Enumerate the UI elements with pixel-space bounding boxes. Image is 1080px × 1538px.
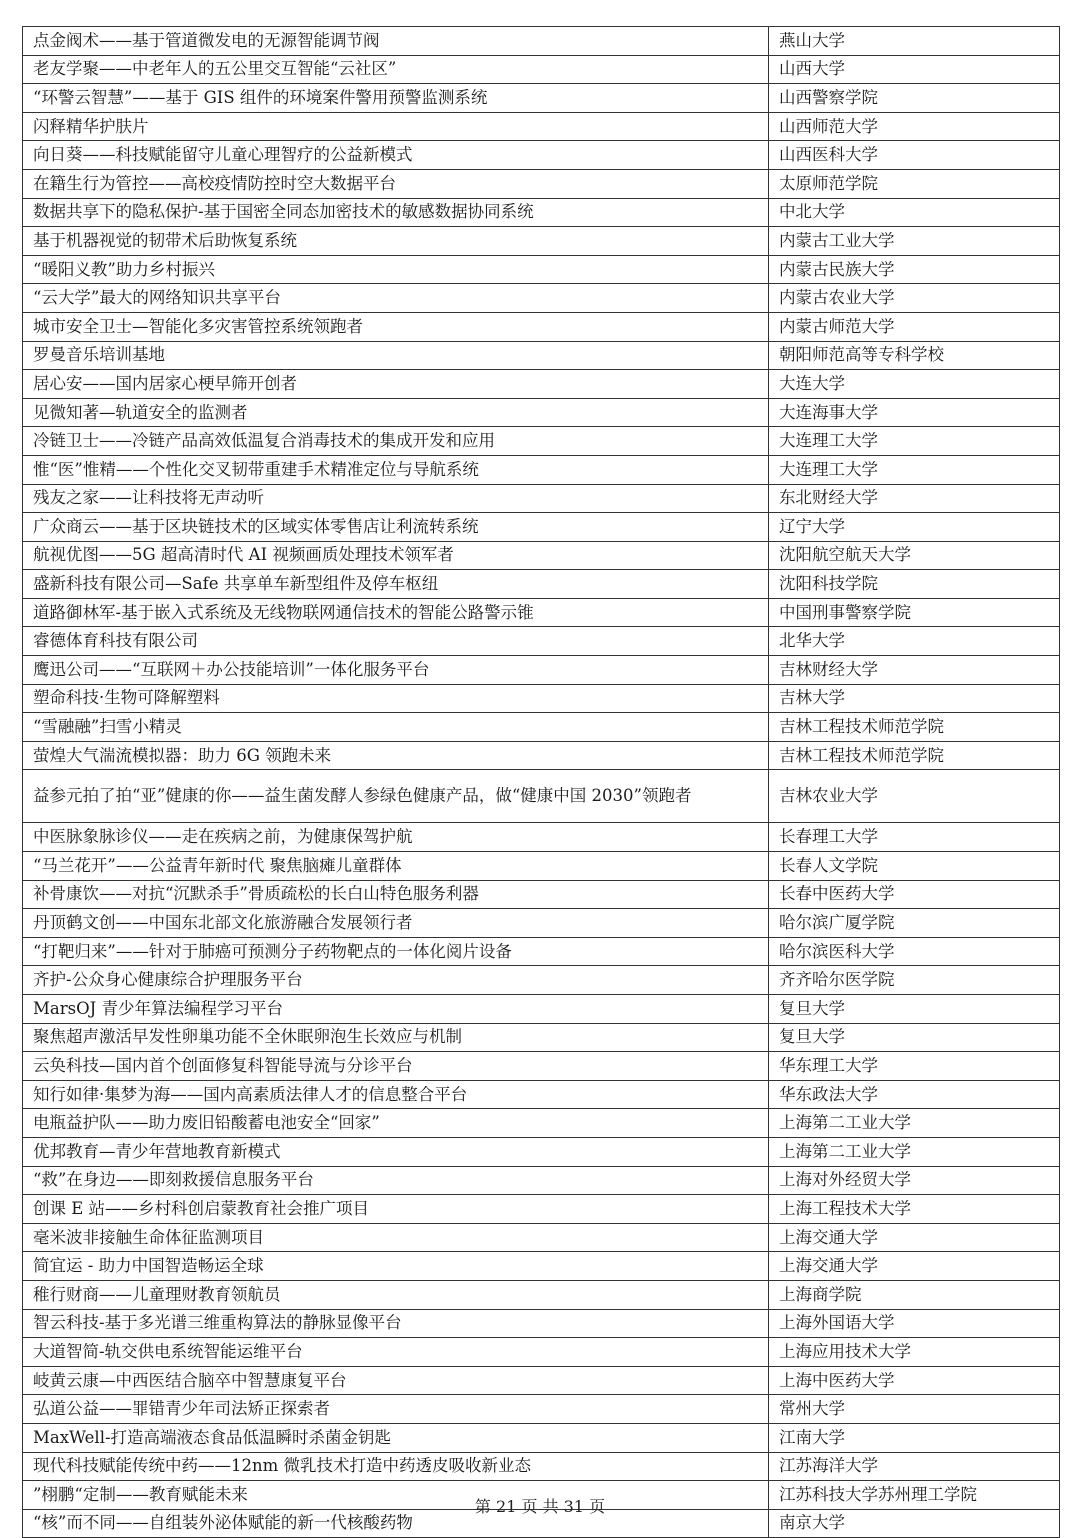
table-row [23,1137,1060,1166]
project-name-cell: 广众商云——基于区块链技术的区域实体零售店让利流转系统 [23,513,769,542]
university-cell: 长春理工大学 [769,823,1060,852]
university-cell: 上海对外经贸大学 [769,1166,1060,1195]
table-row [23,713,1060,742]
university-cell: 沈阳航空航天大学 [769,541,1060,570]
university-cell: 哈尔滨医科大学 [769,937,1060,966]
table-row [23,656,1060,685]
table-row [23,484,1060,513]
university-cell: 上海应用技术大学 [769,1338,1060,1367]
university-cell: 江南大学 [769,1423,1060,1452]
project-name-cell: 罗曼音乐培训基地 [23,341,769,370]
university-cell: 吉林大学 [769,684,1060,713]
university-cell: 山西师范大学 [769,112,1060,141]
project-name-cell: 睿德体育科技有限公司 [23,627,769,656]
project-name-cell: 大道智简-轨交供电系统智能运维平台 [23,1338,769,1367]
document-page [22,26,1059,1538]
table-row [23,541,1060,570]
table-row [23,1395,1060,1424]
project-name-cell: “暖阳义教”助力乡村振兴 [23,255,769,284]
table-row [23,455,1060,484]
project-name-cell: 现代科技赋能传统中药——12nm 微乳技术打造中药透皮吸收新业态 [23,1452,769,1481]
project-name-cell: 齐护-公众身心健康综合护理服务平台 [23,966,769,995]
table-row [23,627,1060,656]
project-name-cell: 塑命科技·生物可降解塑料 [23,684,769,713]
project-name-cell: 残友之家——让科技将无声动听 [23,484,769,513]
table-row [23,852,1060,881]
table-row [23,1452,1060,1481]
project-name-cell: 老友学聚——中老年人的五公里交互智能“云社区” [23,55,769,84]
university-cell: 太原师范学院 [769,169,1060,198]
project-name-cell: MarsOJ 青少年算法编程学习平台 [23,995,769,1024]
project-name-cell: 闪释精华护肤片 [23,112,769,141]
table-row [23,84,1060,113]
university-cell: 江苏科技大学苏州理工学院 [769,1481,1060,1510]
university-cell: 齐齐哈尔医学院 [769,966,1060,995]
table-row [23,1109,1060,1138]
table-row [23,1166,1060,1195]
project-name-cell: 在籍生行为管控——高校疫情防控时空大数据平台 [23,169,769,198]
university-cell: 大连海事大学 [769,398,1060,427]
table-row [23,169,1060,198]
table-body [23,27,1060,1538]
university-cell: 北华大学 [769,627,1060,656]
table-row [23,198,1060,227]
table-row [23,1366,1060,1395]
project-name-cell: “环警云智慧”——基于 GIS 组件的环境案件警用预警监测系统 [23,84,769,113]
project-name-cell: 岐黄云康—中西医结合脑卒中智慧康复平台 [23,1366,769,1395]
table-row [23,1423,1060,1452]
table-row [23,995,1060,1024]
table-row [23,255,1060,284]
project-name-cell: 数据共享下的隐私保护-基于国密全同态加密技术的敏感数据协同系统 [23,198,769,227]
table-row [23,1080,1060,1109]
university-cell: 内蒙古农业大学 [769,284,1060,313]
university-cell: 长春人文学院 [769,852,1060,881]
project-name-cell: “雪融融”扫雪小精灵 [23,713,769,742]
project-name-cell: 聚焦超声激活早发性卵巢功能不全休眠卵泡生长效应与机制 [23,1023,769,1052]
project-name-cell: 丹顶鹤文创——中国东北部文化旅游融合发展领行者 [23,909,769,938]
university-cell: 华东政法大学 [769,1080,1060,1109]
table-row [23,598,1060,627]
project-name-cell: “云大学”最大的网络知识共享平台 [23,284,769,313]
university-cell: 沈阳科技学院 [769,570,1060,599]
table-row [23,966,1060,995]
university-cell: 山西大学 [769,55,1060,84]
university-cell: 吉林财经大学 [769,656,1060,685]
table-row [23,427,1060,456]
table-row [23,770,1060,823]
university-cell: 复旦大学 [769,995,1060,1024]
table-row [23,741,1060,770]
project-name-cell: 居心安——国内居家心梗早筛开创者 [23,370,769,399]
project-name-cell: 云奂科技—国内首个创面修复科智能导流与分诊平台 [23,1052,769,1081]
university-cell: 吉林农业大学 [769,770,1060,823]
project-name-cell: 中医脉象脉诊仪——走在疾病之前，为健康保驾护航 [23,823,769,852]
university-cell: 燕山大学 [769,27,1060,56]
university-cell: 内蒙古民族大学 [769,255,1060,284]
table-row [23,1252,1060,1281]
university-cell: 上海外国语大学 [769,1309,1060,1338]
university-cell: 南京大学 [769,1509,1060,1538]
project-name-cell: “打靶归来”——针对于肺癌可预测分子药物靶点的一体化阅片设备 [23,937,769,966]
project-name-cell: 向日葵——科技赋能留守儿童心理智疗的公益新模式 [23,141,769,170]
table-row [23,880,1060,909]
project-name-cell: 道路御林军-基于嵌入式系统及无线物联网通信技术的智能公路警示锥 [23,598,769,627]
table-row [23,1052,1060,1081]
table-row [23,227,1060,256]
university-cell: 上海中医药大学 [769,1366,1060,1395]
project-name-cell: “核”而不同——自组装外泌体赋能的新一代核酸药物 [23,1509,769,1538]
university-cell: 大连大学 [769,370,1060,399]
table-row [23,27,1060,56]
university-cell: 吉林工程技术师范学院 [769,741,1060,770]
table-row [23,112,1060,141]
table-row [23,1280,1060,1309]
project-name-cell: 简宜运 - 助力中国智造畅运全球 [23,1252,769,1281]
project-name-cell: 基于机器视觉的韧带术后助恢复系统 [23,227,769,256]
university-cell: 常州大学 [769,1395,1060,1424]
university-cell: 东北财经大学 [769,484,1060,513]
project-name-cell: 优邦教育—青少年营地教育新模式 [23,1137,769,1166]
university-cell: 内蒙古工业大学 [769,227,1060,256]
project-name-cell: “救”在身边——即刻救援信息服务平台 [23,1166,769,1195]
university-cell: 大连理工大学 [769,455,1060,484]
project-name-cell: 毫米波非接触生命体征监测项目 [23,1223,769,1252]
university-cell: 上海交通大学 [769,1223,1060,1252]
project-name-cell: 点金阀术——基于管道微发电的无源智能调节阀 [23,27,769,56]
project-name-cell: “马兰花开”——公益青年新时代 聚焦脑瘫儿童群体 [23,852,769,881]
university-cell: 上海商学院 [769,1280,1060,1309]
university-cell: 复旦大学 [769,1023,1060,1052]
project-name-cell: 见微知著—轨道安全的监测者 [23,398,769,427]
table-row [23,398,1060,427]
project-name-cell: 知行如律·集梦为海——国内高素质法律人才的信息整合平台 [23,1080,769,1109]
project-name-cell: 益参元拍了拍“亚”健康的你——益生菌发酵人参绿色健康产品，做“健康中国 2030”领跑者 [23,770,769,823]
table-row [23,1338,1060,1367]
university-cell: 上海第二工业大学 [769,1137,1060,1166]
university-cell: 上海工程技术大学 [769,1195,1060,1224]
table-row [23,141,1060,170]
university-cell: 内蒙古师范大学 [769,312,1060,341]
page-footer: 第 21 页 共 31 页 [474,1497,606,1516]
table-row [23,55,1060,84]
project-name-cell: 创课 E 站——乡村科创启蒙教育社会推广项目 [23,1195,769,1224]
project-name-cell: 补骨康饮——对抗“沉默杀手”骨质疏松的长白山特色服务利器 [23,880,769,909]
university-cell: 吉林工程技术师范学院 [769,713,1060,742]
table-row [23,1195,1060,1224]
table-row [23,513,1060,542]
university-cell: 辽宁大学 [769,513,1060,542]
university-cell: 中国刑事警察学院 [769,598,1060,627]
project-name-cell: 冷链卫士——冷链产品高效低温复合消毒技术的集成开发和应用 [23,427,769,456]
project-name-cell: 盛新科技有限公司—Safe 共享单车新型组件及停车枢纽 [23,570,769,599]
university-cell: 大连理工大学 [769,427,1060,456]
table-row [23,341,1060,370]
project-name-cell: 电瓶益护队——助力废旧铅酸蓄电池安全“回家” [23,1109,769,1138]
university-cell: 江苏海洋大学 [769,1452,1060,1481]
project-name-cell: 航视优图——5G 超高清时代 AI 视频画质处理技术领军者 [23,541,769,570]
project-name-cell: 弘道公益——罪错青少年司法矫正探索者 [23,1395,769,1424]
university-cell: 长春中医药大学 [769,880,1060,909]
table-row [23,823,1060,852]
university-cell: 朝阳师范高等专科学校 [769,341,1060,370]
project-name-cell: ”栩鹏“定制——教育赋能未来 [23,1481,769,1510]
university-cell: 上海第二工业大学 [769,1109,1060,1138]
university-cell: 上海交通大学 [769,1252,1060,1281]
project-name-cell: 稚行财商——儿童理财教育领航员 [23,1280,769,1309]
table-row [23,312,1060,341]
project-name-cell: 鹰迅公司——“互联网＋办公技能培训”一体化服务平台 [23,656,769,685]
table-row [23,284,1060,313]
project-name-cell: MaxWell-打造高端液态食品低温瞬时杀菌金钥匙 [23,1423,769,1452]
project-name-cell: 智云科技-基于多光谱三维重构算法的静脉显像平台 [23,1309,769,1338]
table-row [23,1309,1060,1338]
table-row [23,684,1060,713]
university-cell: 山西医科大学 [769,141,1060,170]
table-row [23,570,1060,599]
university-cell: 华东理工大学 [769,1052,1060,1081]
table-row [23,909,1060,938]
table-row [23,370,1060,399]
university-cell: 哈尔滨广厦学院 [769,909,1060,938]
project-name-cell: 萤煌大气湍流模拟器：助力 6G 领跑未来 [23,741,769,770]
university-cell: 山西警察学院 [769,84,1060,113]
project-table [22,26,1060,1538]
project-name-cell: 惟“医”惟精——个性化交叉韧带重建手术精准定位与导航系统 [23,455,769,484]
table-row [23,1023,1060,1052]
table-row [23,937,1060,966]
project-name-cell: 城市安全卫士—智能化多灾害管控系统领跑者 [23,312,769,341]
table-row [23,1223,1060,1252]
university-cell: 中北大学 [769,198,1060,227]
